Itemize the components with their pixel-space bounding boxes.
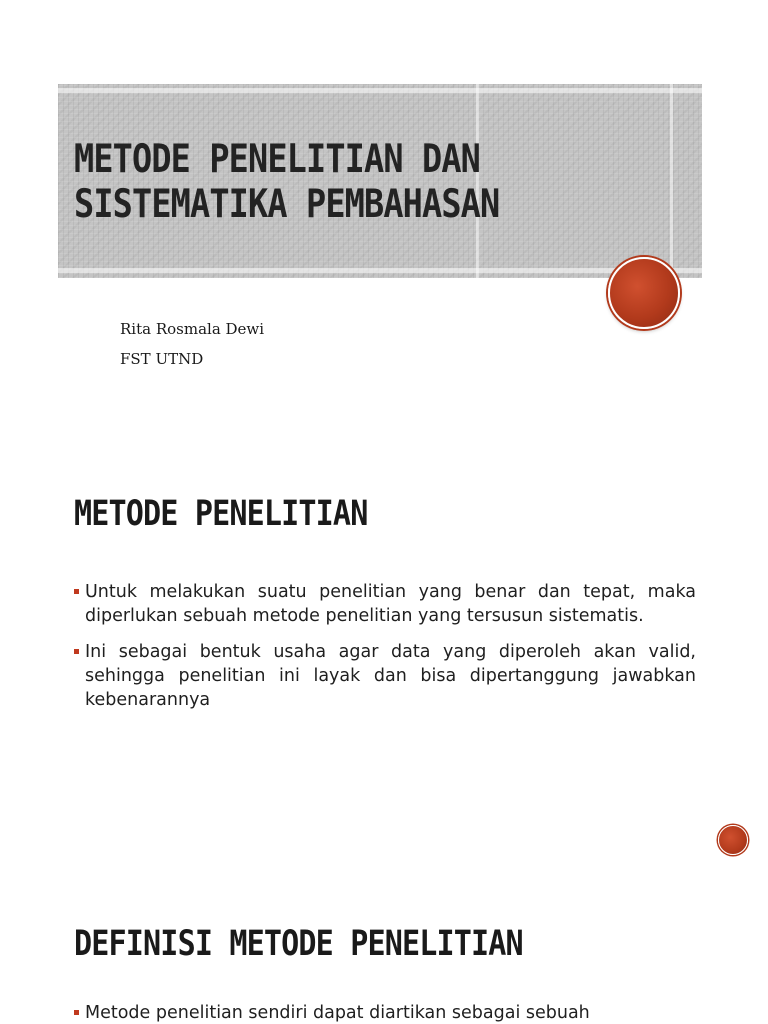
slide-definisi-metode-penelitian [0,880,768,1024]
slide-metode-penelitian [0,440,768,880]
square-bullet-icon [74,589,79,594]
band-divider [670,84,673,278]
square-bullet-icon [74,649,79,654]
presentation-title [74,137,499,227]
title-line-1: METODE PENELITIAN DAN [74,137,481,182]
bullet-text: Ini sebagai bentuk usaha agar data yang diperoleh akan valid, sehingga penelitian ini layak dan bisa dipertanggung jawabkan kebenarannya [85,642,696,710]
bullet-text: Untuk melakukan suatu penelitian yang benar dan tepat, maka diperlukan sebuah metode penelitian yang tersusun sistematis. [85,582,696,626]
slide-heading: DEFINISI METODE PENELITIAN [74,924,523,964]
red-circle-icon [718,825,748,855]
square-bullet-icon [74,1010,79,1015]
author-name: Rita Rosmala Dewi [120,320,265,338]
bullet-text: Metode penelitian sendiri dapat diartikan sebagai sebuah [85,1003,590,1023]
list-item [74,580,696,628]
slide-heading: METODE PENELITIAN [74,494,368,534]
title-line-2: SISTEMATIKA PEMBAHASAN [74,182,500,227]
slide-title [0,0,768,440]
bullet-list [74,1001,696,1024]
list-item [74,1001,696,1024]
red-circle-icon [608,257,680,329]
list-item [74,640,696,712]
author-affiliation: FST UTND [120,350,204,368]
bullet-list [74,580,696,724]
